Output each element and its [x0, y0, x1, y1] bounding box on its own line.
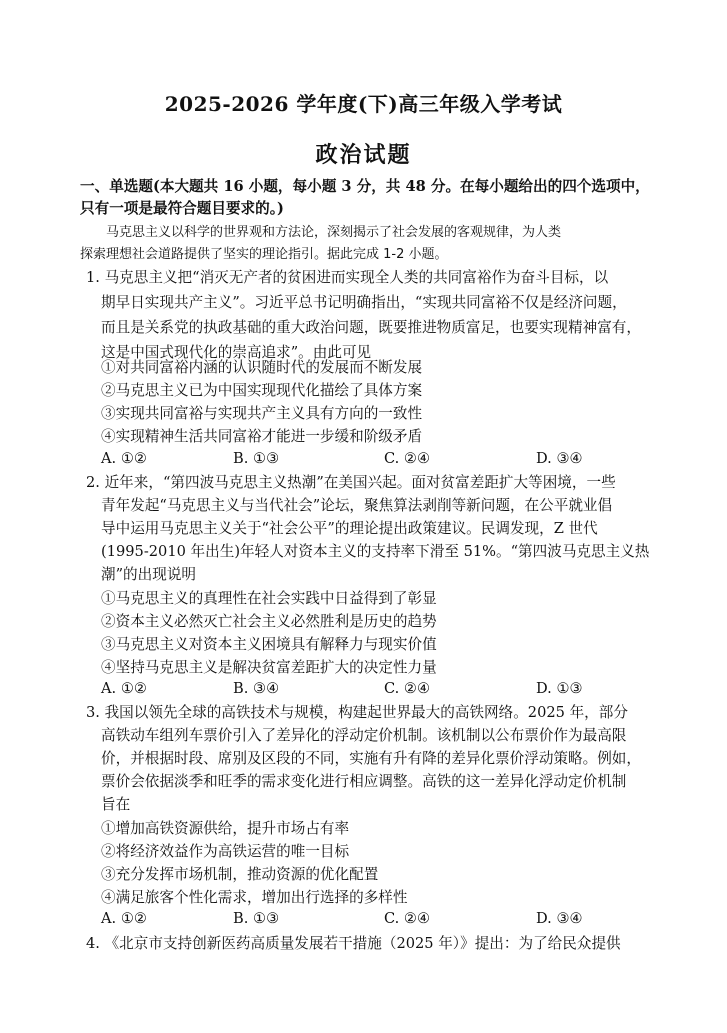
q2-stem-line-4: (1995-2010 年出生)年轻人对资本主义的支持率下滑至 51%。“第四波马克思主义热 — [101, 543, 650, 560]
q3-stem-line-3: 价，并根据时段、席别及区段的不同，实施有升有降的差异化票价浮动策略。例如， — [101, 750, 641, 767]
q2-stem-line-1: 2. 近年来，“第四波马克思主义热潮”在美国兴起。面对贫富差距扩大等困境，一些 — [86, 474, 616, 491]
q3-option-c[interactable]: C. ②④ — [384, 910, 431, 927]
q2-item-1: ①马克思主义的真理性在社会实践中日益得到了彰显 — [101, 590, 437, 607]
q2-stem-line-5: 潮”的出现说明 — [101, 566, 197, 583]
q3-options — [101, 910, 661, 932]
section-heading-line-1: 一、单选题(本大题共 16 小题，每小题 3 分，共 48 分。在每小题给出的四个选项中， — [80, 178, 650, 195]
q3-item-2: ②将经济效益作为高铁运营的唯一目标 — [101, 843, 350, 860]
subject-title: 政治试题 — [315, 142, 412, 168]
q4-stem-line-1: 4. 《北京市支持创新医药高质量发展若干措施（2025 年）》提出：为了给民众提供 — [86, 935, 621, 952]
q2-options — [101, 680, 661, 702]
q2-item-4: ④坚持马克思主义是解决贫富差距扩大的决定性力量 — [101, 659, 437, 676]
q1-item-4: ④实现精神生活共同富裕才能进一步缓和阶级矛盾 — [101, 428, 423, 445]
section-heading-line-2: 只有一项是最符合题目要求的。) — [80, 200, 284, 217]
q1-option-d[interactable]: D. ③④ — [536, 450, 583, 467]
q3-option-d[interactable]: D. ③④ — [536, 910, 583, 927]
q2-option-b[interactable]: B. ③④ — [233, 680, 280, 697]
exam-title: 2025-2026 学年度(下)高三年级入学考试 — [164, 92, 563, 116]
q2-item-2: ②资本主义必然灭亡社会主义必然胜利是历史的趋势 — [101, 613, 437, 630]
q2-option-d[interactable]: D. ①③ — [536, 680, 583, 697]
q3-stem-line-1: 3. 我国以领先全球的高铁技术与规模，构建起世界最大的高铁网络。2025 年，部分 — [86, 704, 628, 721]
q2-stem-line-2: 青年发起“马克思主义与当代社会”论坛，聚焦算法剥削等新问题，在公平就业倡 — [101, 497, 613, 514]
q1-item-2: ②马克思主义已为中国实现现代化描绘了具体方案 — [101, 382, 423, 399]
q1-stem-line-4: 这是中国式现代化的崇高追求”。由此可见 — [101, 344, 372, 361]
q3-stem-line-2: 高铁动车组列车票价引入了差异化的浮动定价机制。该机制以公布票价作为最高限 — [101, 727, 627, 744]
q1-options — [101, 450, 661, 472]
q1-option-a[interactable]: A. ①② — [101, 450, 147, 467]
q1-stem-line-3: 而且是关系党的执政基础的重大政治问题，既要推进物质富足，也要实现精神富有， — [101, 319, 641, 336]
q3-item-3: ③充分发挥市场机制，推动资源的优化配置 — [101, 866, 379, 883]
material-line-1: 马克思主义以科学的世界观和方法论，深刻揭示了社会发展的客观规律，为人类 — [106, 225, 562, 240]
q3-item-4: ④满足旅客个性化需求，增加出行选择的多样性 — [101, 889, 408, 906]
q3-item-1: ①增加高铁资源供给，提升市场占有率 — [101, 820, 350, 837]
q1-option-b[interactable]: B. ①③ — [233, 450, 280, 467]
q2-option-a[interactable]: A. ①② — [101, 680, 147, 697]
q1-stem-line-1: 1. 马克思主义把“消灭无产者的贫困进而实现全人类的共同富裕作为奋斗目标，以 — [86, 269, 609, 286]
q3-stem-line-5: 旨在 — [101, 796, 131, 813]
material-line-2: 探索理想社会道路提供了坚实的理论指引。据此完成 1-2 小题。 — [80, 247, 448, 262]
q3-option-b[interactable]: B. ①③ — [233, 910, 280, 927]
q2-option-c[interactable]: C. ②④ — [384, 680, 431, 697]
q1-option-c[interactable]: C. ②④ — [384, 450, 431, 467]
q3-stem-line-4: 票价会依据淡季和旺季的需求变化进行相应调整。高铁的这一差异化浮动定价机制 — [101, 773, 627, 790]
q2-item-3: ③马克思主义对资本主义困境具有解释力与现实价值 — [101, 636, 437, 653]
q1-item-1: ①对共同富裕内涵的认识随时代的发展而不断发展 — [101, 359, 423, 376]
q3-option-a[interactable]: A. ①② — [101, 910, 147, 927]
q1-item-3: ③实现共同富裕与实现共产主义具有方向的一致性 — [101, 405, 423, 422]
q2-stem-line-3: 导中运用马克思主义关于“社会公平”的理论提出政策建议。民调发现，Z 世代 — [101, 520, 598, 537]
q1-stem-line-2: 期早日实现共产主义”。习近平总书记明确指出，“实现共同富裕不仅是经济问题， — [101, 294, 627, 311]
